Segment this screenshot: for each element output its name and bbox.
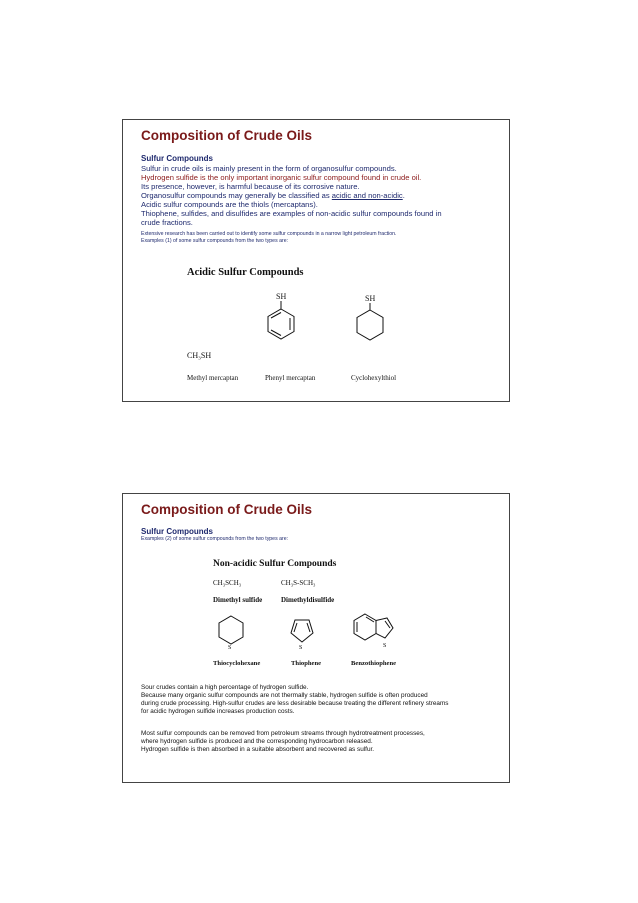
compound-label: Dimethyldisulfide <box>281 596 335 604</box>
slide-subtitle: Sulfur Compounds <box>141 154 213 163</box>
dimethyldisulfide-formula: CH₃S-SCH₃ <box>281 579 316 587</box>
paragraph-line: for acidic hydrogen sulfide increases production costs. <box>141 708 295 715</box>
slide-1 <box>122 119 510 402</box>
paragraph-line: Sour crudes contain a high percentage of hydrogen sulfide. <box>141 684 309 691</box>
sulfur-atom-label: S <box>299 645 303 651</box>
note-line: Extensive research has been carried out to identify some sulfur compounds in a narrow light petroleum fraction. <box>141 231 397 237</box>
note-line: Examples (1) of some sulfur compounds from the two types are: <box>141 238 289 244</box>
text-line: Hydrogen sulfide is the only important inorganic sulfur compound found in crude oil. <box>141 173 422 182</box>
text-line: Sulfur in crude oils is mainly present in the form of organosulfur compounds. <box>141 164 397 173</box>
sulfur-atom-label: S <box>383 643 387 649</box>
figure-heading: Acidic Sulfur Compounds <box>187 267 304 278</box>
compound-label: Cyclohexylthiol <box>351 374 397 382</box>
compound-label: Dimethyl sulfide <box>213 596 263 604</box>
figure-heading: Non-acidic Sulfur Compounds <box>213 559 337 569</box>
text-line: crude fractions. <box>141 218 193 227</box>
sulfur-atom-label: S <box>228 645 232 651</box>
sh-label: SH <box>276 292 287 301</box>
benzene-ring <box>268 301 294 339</box>
note-line: Examples (2) of some sulfur compounds from the two types are: <box>141 536 289 542</box>
slide-subtitle: Sulfur Compounds <box>141 527 213 536</box>
benzothiophene-ring <box>354 614 393 640</box>
paragraph-line: Because many organic sulfur compounds are not thermally stable, hydrogen sulfide is often produced <box>141 692 428 699</box>
compound-label: Thiocyclohexane <box>213 660 261 667</box>
paragraph-line: where hydrogen sulfide is produced and the corresponding hydrocarbon released. <box>141 738 373 745</box>
compound-label: Methyl mercaptan <box>187 374 239 382</box>
text-span: Organosulfur compounds may generally be classified as <box>141 191 332 200</box>
slide-title: Composition of Crude Oils <box>141 128 312 143</box>
non-acidic-sulfur-figure <box>123 550 511 680</box>
text-line: Acidic sulfur compounds are the thiols (mercaptans). <box>141 200 318 209</box>
compound-label: Phenyl mercaptan <box>265 374 316 382</box>
underlined-text: acidic and non-acidic <box>331 191 403 200</box>
slide-title: Composition of Crude Oils <box>141 502 312 517</box>
cyclohexane-ring <box>357 303 383 340</box>
dimethyl-sulfide-formula: CH₃SCH₃ <box>213 579 242 587</box>
text-line: Thiophene, sulfides, and disulfides are examples of non-acidic sulfur compounds found in <box>141 209 442 218</box>
paragraph-line: Hydrogen sulfide is then absorbed in a suitable absorbent and recovered as sulfur. <box>141 746 375 753</box>
acidic-sulfur-figure <box>123 246 511 396</box>
text-line: Its presence, however, is harmful because of its corrosive nature. <box>141 182 360 191</box>
compound-label: Benzothiophene <box>351 660 397 667</box>
paragraph-line: Most sulfur compounds can be removed from petroleum streams through hydrotreatment processes, <box>141 730 425 737</box>
text-span: . <box>402 191 405 200</box>
thiocyclohexane-ring <box>219 616 243 644</box>
slide-2 <box>122 493 510 783</box>
compound-label: Thiophene <box>291 660 322 667</box>
paragraph-line: during crude processing. High-sulfur crudes are less desirable because treating the different refinery streams <box>141 700 449 707</box>
methyl-mercaptan-formula: CH₃SH <box>187 351 212 360</box>
thiophene-ring <box>291 620 313 642</box>
text-line <box>141 191 405 200</box>
sh-label: SH <box>365 294 376 303</box>
